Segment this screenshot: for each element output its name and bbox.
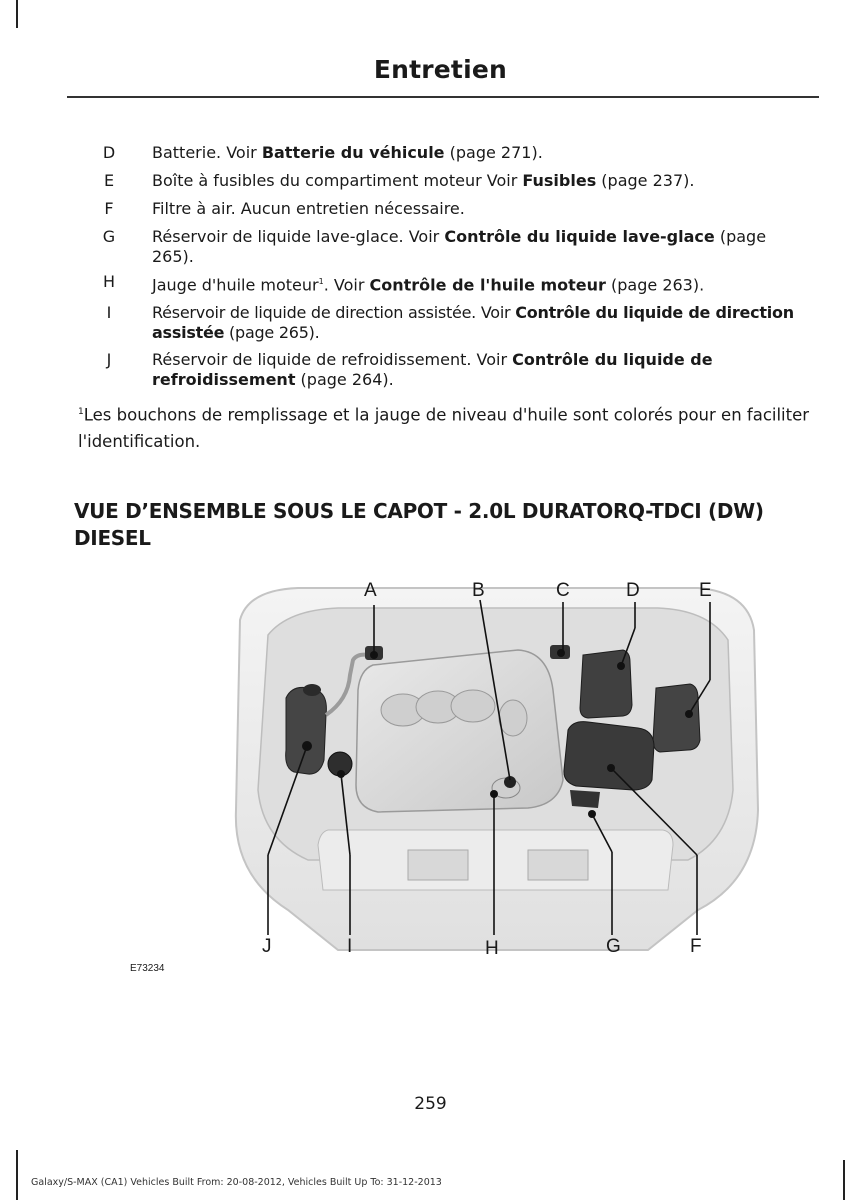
- item-letter: J: [106, 350, 112, 369]
- callout-d: D: [626, 580, 640, 601]
- item-letter: I: [106, 303, 112, 322]
- item-text: Boîte à fusibles du compartiment moteur Voir Fusibles (page 237).: [152, 171, 695, 190]
- page-number: 259: [414, 1094, 447, 1114]
- callout-b: B: [472, 580, 485, 601]
- section-title: VUE D’ENSEMBLE SOUS LE CAPOT - 2.0L DURATORQ-TDCI (DW) DIESEL: [74, 499, 764, 550]
- item-text: Jauge d'huile moteur$^1$. Voir Contrôle de l'huile moteur (page 263).: [152, 275, 705, 295]
- item-text: Réservoir de liquide de refroidissement. Voir Contrôle du liquide de refroidissement (page 264).: [152, 350, 713, 389]
- page-footer: Galaxy/S-MAX (CA1) Vehicles Built From: 20-08-2012, Vehicles Built Up To: 31-12-2013: [31, 1177, 442, 1188]
- footnote: $^1$Les bouchons de remplissage et la jauge de niveau d'huile sont colorés pour en faciliter l'identification.: [78, 405, 810, 451]
- item-letter: D: [102, 143, 116, 162]
- figure-code: E73234: [130, 963, 165, 974]
- item-letter: G: [102, 227, 116, 246]
- callout-c: C: [556, 580, 570, 601]
- callout-g: G: [606, 936, 621, 957]
- callout-j: J: [262, 936, 272, 957]
- header-divider: [67, 96, 819, 98]
- callout-f: F: [690, 936, 702, 957]
- callout-i: I: [347, 936, 353, 957]
- item-letter: H: [102, 272, 116, 291]
- callout-e: E: [699, 580, 712, 601]
- crop-mark-bottom-right: [843, 1160, 845, 1200]
- item-text: Filtre à air. Aucun entretien nécessaire.: [152, 199, 465, 218]
- engine-bay-illustration: [228, 580, 760, 960]
- item-letter: E: [103, 171, 115, 190]
- item-text: Réservoir de liquide de direction assistée. Voir Contrôle du liquide de direction assistée (page 265).: [152, 303, 794, 342]
- callout-a: A: [364, 580, 377, 601]
- item-text: Batterie. Voir Batterie du véhicule (page 271).: [152, 143, 543, 162]
- page-header-title: Entretien: [373, 55, 507, 84]
- crop-mark-top-left: [16, 0, 18, 28]
- item-letter: F: [104, 199, 114, 218]
- crop-mark-bottom-left: [16, 1150, 18, 1200]
- callout-h: H: [485, 938, 499, 959]
- item-text: Réservoir de liquide lave-glace. Voir Contrôle du liquide lave-glace (page 265).: [152, 227, 767, 266]
